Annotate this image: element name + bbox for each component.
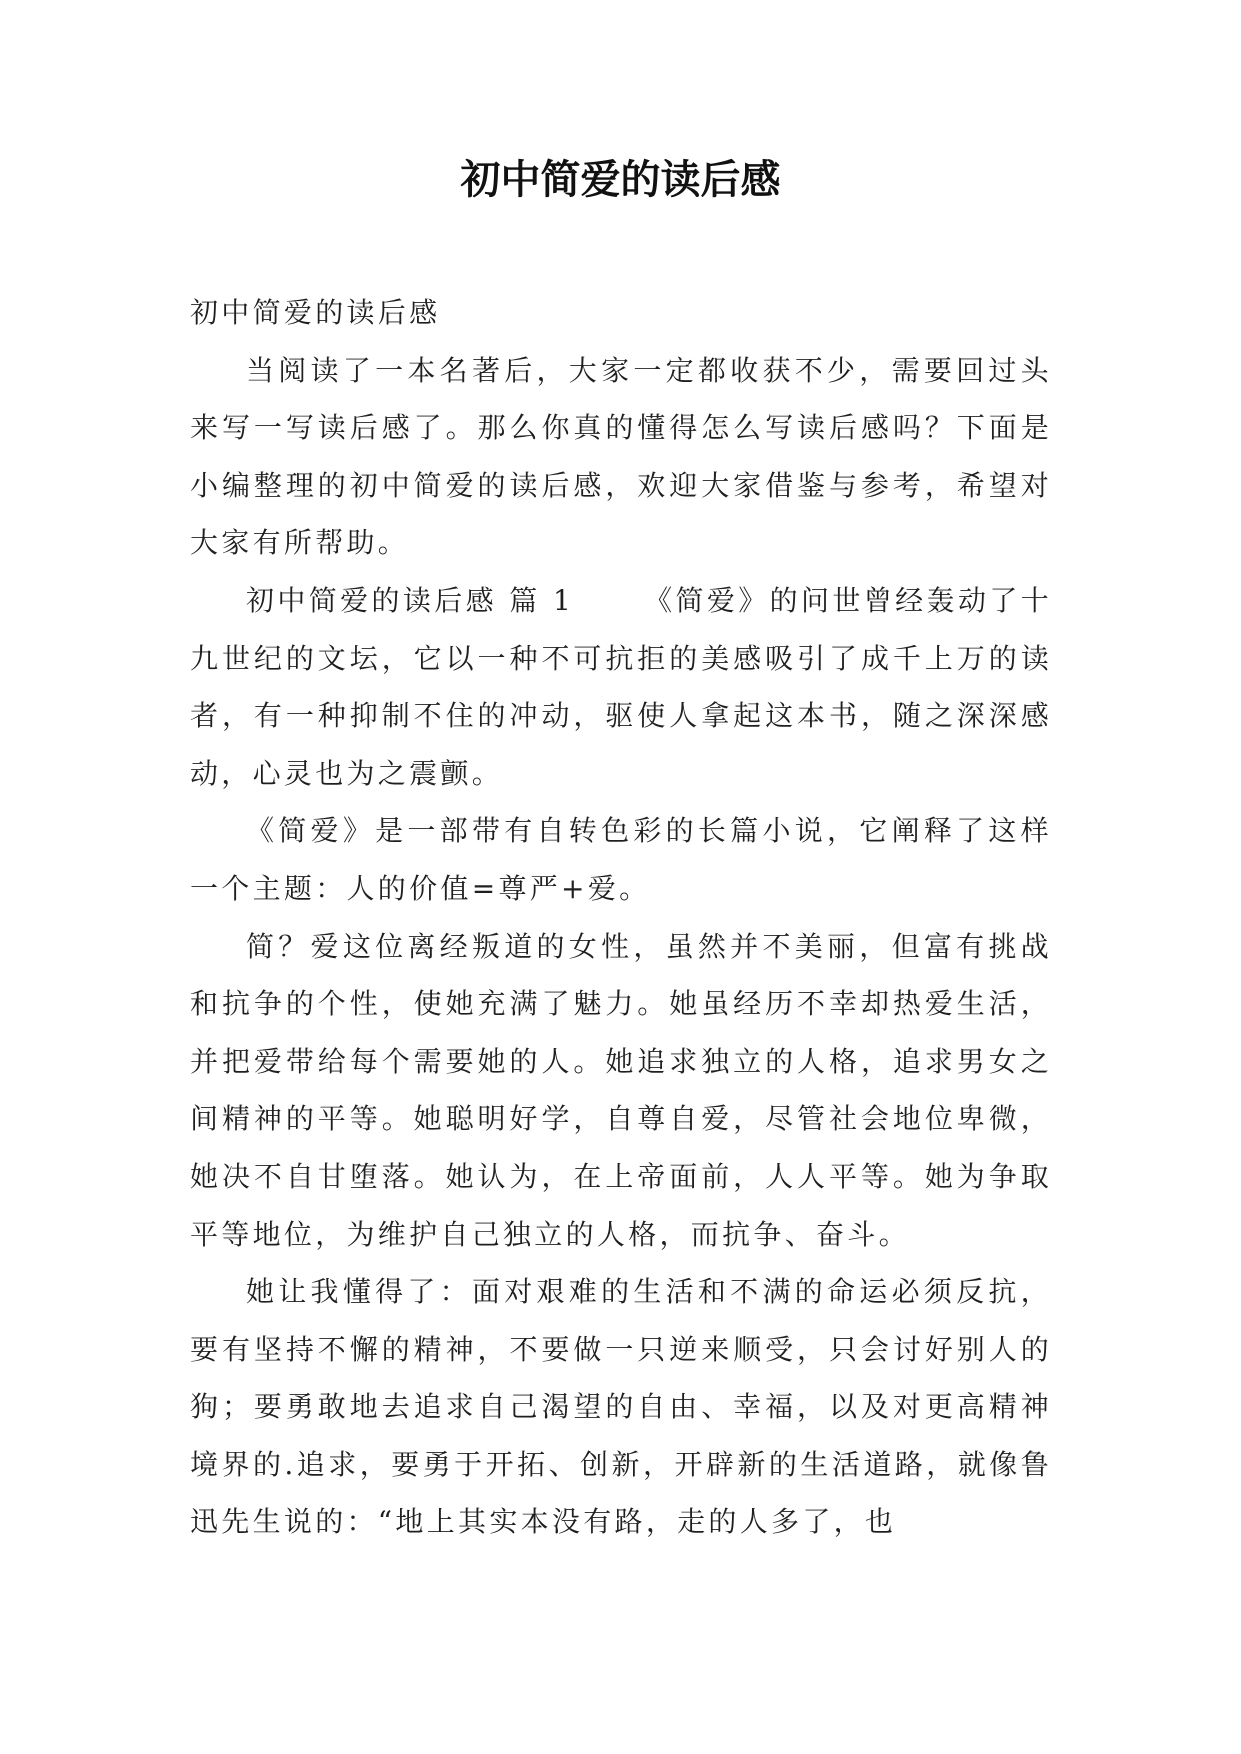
document-body xyxy=(190,284,1052,1551)
intro-paragraph: 当阅读了一本名著后，大家一定都收获不少，需要回过头来写一写读后感了。那么你真的懂得怎么写读后感吗？下面是小编整理的初中简爱的读后感，欢迎大家借鉴与参考，希望对大家有所帮助。 xyxy=(190,353,1052,560)
section-heading: 初中简爱的读后感 篇 1 xyxy=(246,583,575,617)
paragraph-text: 《简爱》的问世曾经轰动了十九世纪的文坛，它以一种不可抗拒的美感吸引了成千上万的读者，有一种抑制不住的冲动，驱使人拿起这本书，随之深深感动，心灵也为之震颤。 xyxy=(190,583,1052,790)
document-title: 初中简爱的读后感 xyxy=(460,156,781,203)
character-paragraph: 简？爱这位离经叛道的女性，虽然并不美丽，但富有挑战和抗争的个性，使她充满了魅力。她虽经历不幸却热爱生活，并把爱带给每个需要她的人。她追求独立的人格，追求男女之间精神的平等。她聪明好学，自尊自爱，尽管社会地位卑微，她决不自甘堕落。她认为，在上帝面前，人人平等。她为争取平等地位，为维护自己独立的人格，而抗争、奋斗。 xyxy=(190,929,1052,1251)
theme-paragraph: 《简爱》是一部带有自转色彩的长篇小说，它阐释了这样一个主题：人的价值=尊严+爱。 xyxy=(190,814,1052,905)
section-paragraph xyxy=(190,572,1052,802)
document-subtitle: 初中简爱的读后感 xyxy=(190,296,441,329)
lesson-paragraph: 她让我懂得了：面对艰难的生活和不满的命运必须反抗，要有坚持不懈的精神，不要做一只逆来顺受，只会讨好别人的狗；要勇敢地去追求自己渴望的自由、幸福，以及对更高精神境界的.追求，要勇于开拓、创新，开辟新的生活道路，就像鲁迅先生说的：“地上其实本没有路，走的人多了，也 xyxy=(190,1275,1052,1539)
